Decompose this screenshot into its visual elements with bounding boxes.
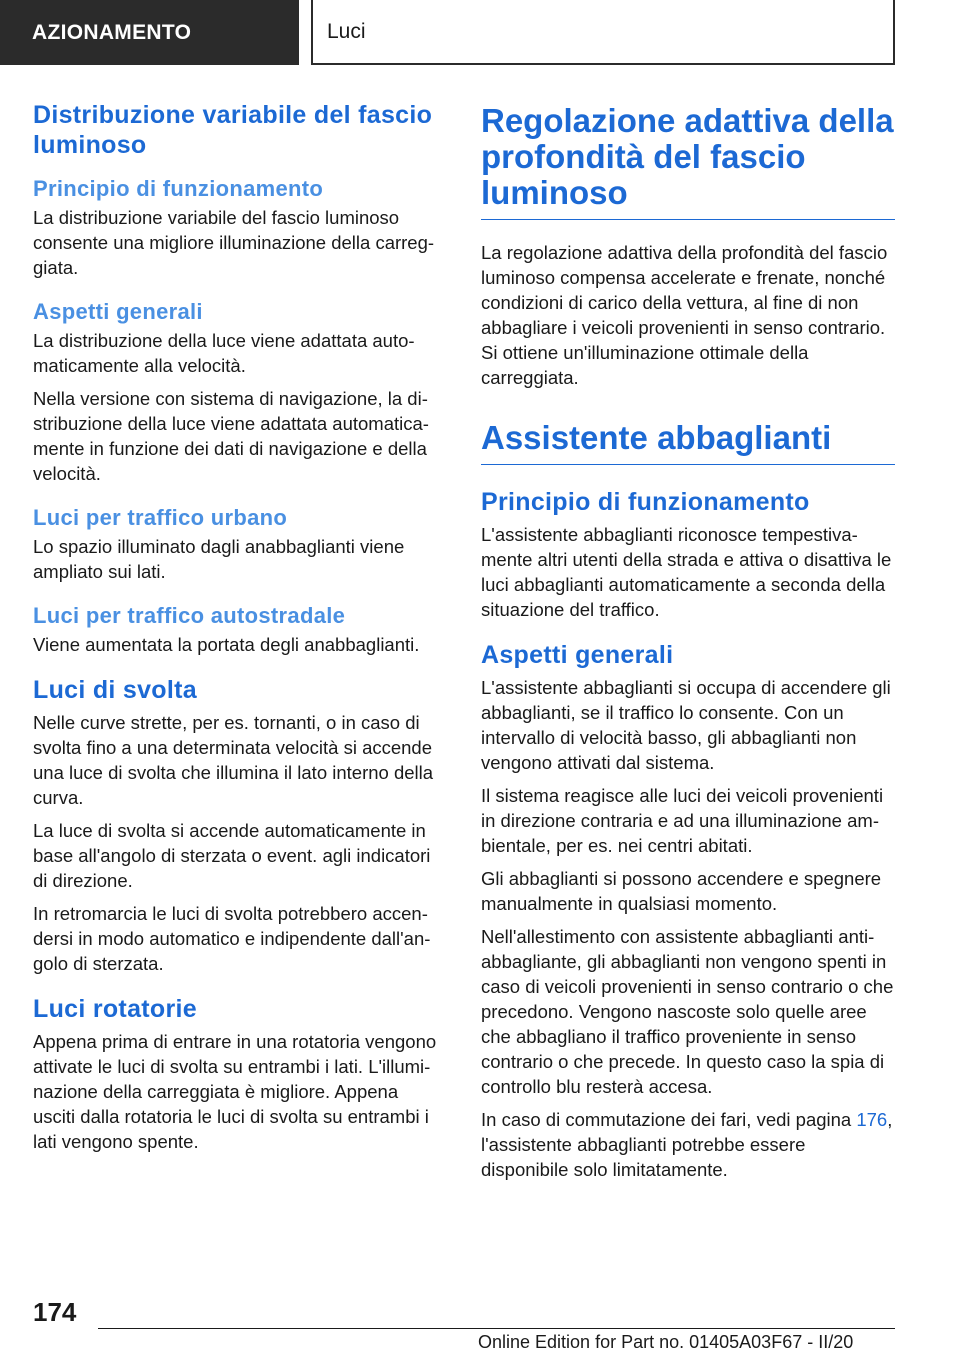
paragraph: Nelle curve strette, per es. tornanti, o in caso di svolta fino a una determinata velocità si accende una luce di svolta che illumina il lato interno della curva. xyxy=(33,712,434,808)
paragraph: L'assistente abbaglianti riconosce tempestivamente altri utenti della strada e attiva o disattiva le luci abbaglianti automaticamente a seconda della situazione del traffico. xyxy=(481,524,892,620)
text: , l'assistente abbaglianti potrebbe essere disponibile solo limitatamente. xyxy=(481,1109,893,1180)
paragraph: La regolazione adattiva della profondità del fascio luminoso compensa accelerate e frenate, nonché condizioni di carico della vettura, al fine di non abbagliare i veicoli provenienti in senso contrario. Si ottiene un'illuminazione ottimale della carreggiata. xyxy=(481,242,888,388)
paragraph: La distribuzione variabile del fascio luminoso consente una migliore illuminazione della carreggiata. xyxy=(33,207,435,278)
paragraph: Appena prima di entrare in una rotatoria vengono attivate le luci di svolta su entrambi i lati. L'illuminazione della carreggiata è migliore. Appena usciti dalla rotatoria le luci di svolta su entrambi i lati vengono spente. xyxy=(33,1031,437,1152)
left-column xyxy=(33,100,445,1162)
heading-aspetti: Aspetti generali xyxy=(33,299,203,324)
page-link[interactable]: 176 xyxy=(856,1109,888,1130)
chapter-title: Luci xyxy=(327,19,366,43)
paragraph: Gli abbaglianti si possono accendere e spegnere manualmente in qualsiasi momento. xyxy=(481,868,882,914)
paragraph: Viene aumentata la portata degli anabbaglianti. xyxy=(33,634,420,655)
heading-principio: Principio di funzionamento xyxy=(33,176,324,201)
paragraph: La distribuzione della luce viene adattata automaticamente alla velocità. xyxy=(33,330,415,376)
paragraph: Nella versione con sistema di navigazione, la distribuzione della luce viene adattata automaticamente in funzione dei dati di navigazione e della velocità. xyxy=(33,388,429,484)
footer-divider xyxy=(98,1328,895,1329)
heading-assistente: Assistente abbaglianti xyxy=(481,420,895,465)
paragraph xyxy=(481,1107,895,1182)
heading-svolta: Luci di svolta xyxy=(33,676,197,704)
heading-autostradale: Luci per traffico autostradale xyxy=(33,603,346,628)
section-title: AZIONAMENTO xyxy=(32,20,192,44)
heading-aspetti-right: Aspetti generali xyxy=(481,641,674,669)
section-tab xyxy=(0,0,299,65)
paragraph: Nell'allestimento con assistente abbaglianti antiabbagliante, gli abbaglianti non vengono spenti in caso di veicoli provenienti in senso contrario o che precedono. Vengono nascoste solo quelle aree che abbagliano il traffico proveniente in senso contrario o che precede. In questo caso la spia di controllo blu resterà accesa. xyxy=(481,926,894,1097)
heading-principio-right: Principio di funzionamento xyxy=(481,488,810,516)
page-number: 174 xyxy=(33,1297,77,1327)
paragraph: Il sistema reagisce alle luci dei veicoli provenienti in direzione contraria e ad una illuminazione ambientale, per es. nei centri abitati. xyxy=(481,785,884,856)
heading-rotatorie: Luci rotatorie xyxy=(33,995,197,1023)
heading-distribuzione: Distribuzione variabile del fascio luminoso xyxy=(33,101,433,159)
right-column xyxy=(481,103,895,1190)
paragraph: In retromarcia le luci di svolta potrebbero accendersi in modo automatico e indipendente dall'angolo di sterzata. xyxy=(33,903,431,974)
text: In caso di commutazione dei fari, vedi pagina xyxy=(481,1109,857,1130)
footer-edition: Online Edition for Part no. 01405A03F67 - II/20 xyxy=(478,1332,854,1352)
paragraph: L'assistente abbaglianti si occupa di accendere gli abbaglianti, se il traffico lo consente. Con un intervallo di velocità basso, gli abbaglianti non vengono attivati dal sistema. xyxy=(481,677,891,773)
paragraph: Lo spazio illuminato dagli anabbaglianti viene ampliato sui lati. xyxy=(33,536,405,582)
paragraph: La luce di svolta si accende automaticamente in base all'angolo di sterzata o event. agli indicatori di direzione. xyxy=(33,820,431,891)
heading-urbano: Luci per traffico urbano xyxy=(33,505,288,530)
heading-regolazione: Regolazione adattiva della profondità del fascio luminoso xyxy=(481,103,895,220)
chapter-tab xyxy=(311,0,895,65)
